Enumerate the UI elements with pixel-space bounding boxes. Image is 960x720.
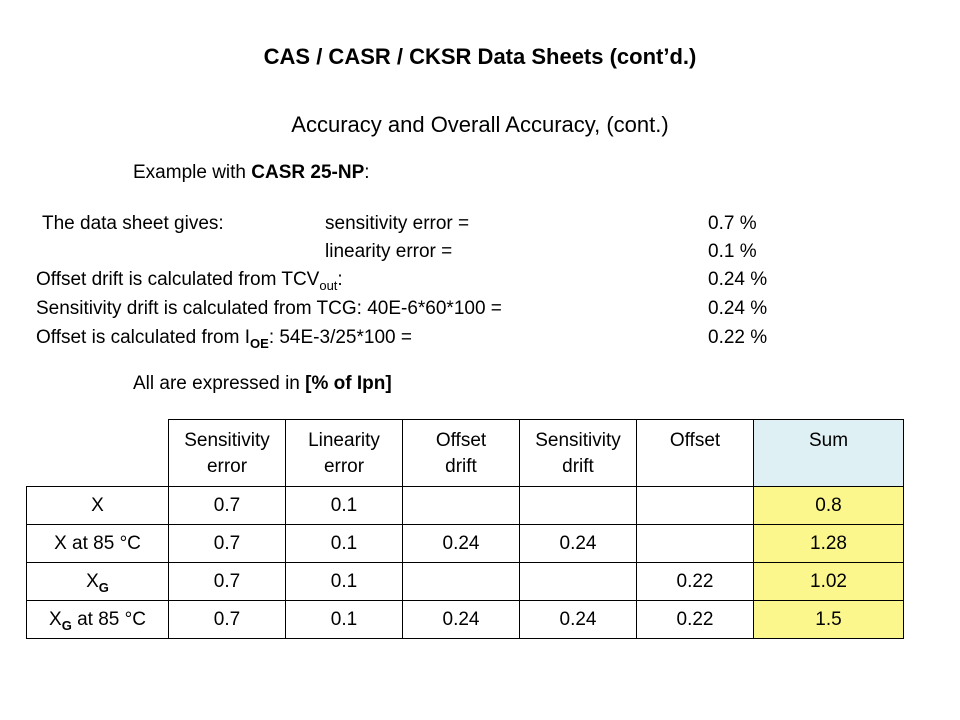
offset-value: 0.22 %	[708, 327, 768, 348]
example-prefix: Example with	[133, 162, 252, 183]
offset-after: : 54E-3/25*100 =	[268, 327, 412, 348]
sum-cell: 0.8	[754, 487, 904, 525]
row-label-text: X	[86, 570, 99, 592]
header-sensitivity-error	[169, 420, 286, 487]
header-line: Offset	[669, 430, 721, 451]
header-offset-drift	[403, 420, 520, 487]
header-linearity-error	[286, 420, 403, 487]
linearity-error-value: 0.1 %	[708, 241, 757, 262]
table-row	[27, 563, 904, 601]
header-line: error	[323, 456, 365, 477]
table-row	[27, 525, 904, 563]
header-line: drift	[562, 456, 594, 477]
table-row	[27, 487, 904, 525]
table-cell: 0.24	[403, 601, 520, 639]
offset-drift-value: 0.24 %	[708, 269, 768, 290]
datasheet-label: The data sheet gives:	[42, 213, 224, 234]
table-cell: 0.24	[520, 601, 637, 639]
offset-text	[36, 327, 412, 349]
table-cell: 0.1	[286, 601, 403, 639]
table-cell: 0.7	[169, 601, 286, 639]
offset-sub: OE	[250, 335, 269, 351]
row-label	[27, 525, 169, 563]
table-corner	[27, 420, 169, 487]
table-cell	[520, 563, 637, 601]
sensitivity-error-text: sensitivity error =	[325, 213, 470, 234]
offset-drift-sub: out	[319, 277, 338, 293]
example-model: CASR 25-NP	[251, 162, 365, 183]
header-line: error	[206, 456, 248, 477]
header-line: drift	[445, 456, 477, 477]
header-sensitivity-drift	[520, 420, 637, 487]
header-line: Offset	[435, 430, 487, 451]
table-header-row	[27, 420, 904, 487]
row-label-text: X at 85 °C	[54, 532, 141, 554]
expressed-line	[133, 373, 392, 395]
header-offset	[637, 420, 754, 487]
row-label-sub: G	[98, 579, 109, 595]
table-cell	[520, 487, 637, 525]
sum-cell: 1.02	[754, 563, 904, 601]
header-line: Linearity	[308, 430, 380, 451]
row-label-text: X	[49, 608, 62, 630]
row-label	[27, 563, 169, 601]
table-cell	[637, 525, 754, 563]
header-line: Sum	[808, 430, 849, 451]
table-cell	[403, 563, 520, 601]
expressed-unit: [% of Ipn]	[305, 373, 392, 394]
example-line	[133, 162, 370, 184]
table-cell: 0.7	[169, 487, 286, 525]
sensitivity-error-value: 0.7 %	[708, 213, 757, 234]
offset-drift-after: :	[337, 269, 343, 290]
header-line: Sensitivity	[535, 430, 621, 451]
table-cell: 0.22	[637, 563, 754, 601]
row-label-sub: G	[61, 617, 72, 633]
sensitivity-drift-text: Sensitivity drift is calculated from TCG: 40E-6*60*100 =	[36, 298, 502, 319]
table-cell	[403, 487, 520, 525]
accuracy-table	[26, 419, 904, 639]
table-cell: 0.1	[286, 525, 403, 563]
header-line: Sensitivity	[184, 430, 270, 451]
table-row	[27, 601, 904, 639]
table-cell: 0.7	[169, 525, 286, 563]
row-label-after: at 85 °C	[71, 608, 146, 630]
table-cell: 0.22	[637, 601, 754, 639]
table-cell: 0.24	[520, 525, 637, 563]
table-cell: 0.24	[403, 525, 520, 563]
slide-subtitle: Accuracy and Overall Accuracy, (cont.)	[291, 112, 669, 137]
row-label	[27, 601, 169, 639]
table-cell	[637, 487, 754, 525]
row-label	[27, 487, 169, 525]
example-suffix: :	[364, 162, 370, 183]
linearity-error-text: linearity error =	[325, 241, 453, 262]
row-label-text: X	[91, 494, 104, 516]
slide-title: CAS / CASR / CKSR Data Sheets (cont’d.)	[263, 44, 697, 69]
offset-drift-text	[36, 269, 343, 291]
header-sum	[754, 420, 904, 487]
sum-cell: 1.28	[754, 525, 904, 563]
table-cell: 0.7	[169, 563, 286, 601]
expressed-prefix: All are expressed in	[133, 373, 306, 394]
offset-main: Offset is calculated from I	[36, 327, 251, 348]
table-cell: 0.1	[286, 563, 403, 601]
sum-cell: 1.5	[754, 601, 904, 639]
sensitivity-drift-value: 0.24 %	[708, 298, 768, 319]
table-cell: 0.1	[286, 487, 403, 525]
offset-drift-main: Offset drift is calculated from TCV	[36, 269, 320, 290]
